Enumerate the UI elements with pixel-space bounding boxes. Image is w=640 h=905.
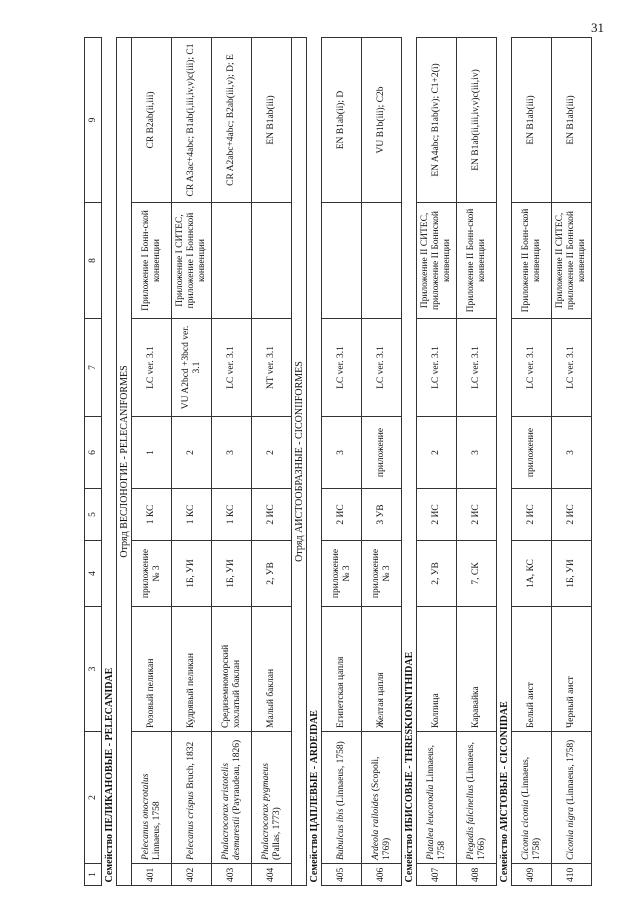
- iucn-status: LC ver. 3.1: [212, 319, 252, 417]
- column-header-3: 3: [85, 607, 102, 732]
- regional-status: CR A3ac+4abc; B1ab(i,iii,iv,v)c(iii); C1: [172, 38, 212, 203]
- conventions: Приложение II СИТЕС, приложение II Боннской конвенции: [417, 203, 457, 319]
- species-number: 404: [252, 864, 292, 886]
- regional-status: CR B2ab(ii,iii): [132, 38, 172, 203]
- table-row: [212, 38, 252, 886]
- family-row: [307, 38, 322, 886]
- col-4-status: 1Б, УИ: [552, 541, 592, 607]
- latin-name: Phalacrocorax pygmaeus (Pallas, 1773): [252, 732, 292, 864]
- regional-status: CR A2abc+4abc; B2ab(iii,v); D; E: [212, 38, 252, 203]
- russian-name: Колпица: [417, 607, 457, 732]
- rotated-table-container: [84, 38, 587, 886]
- russian-name: Кудрявый пеликан: [172, 607, 212, 732]
- family-heading: Семейство ПЕЛИКАНОВЫЕ - PELECANIDAE: [102, 38, 117, 886]
- col-4-status: приложение № 3: [322, 541, 362, 607]
- table-row: [417, 38, 457, 886]
- conventions: [212, 203, 252, 319]
- iucn-status: LC ver. 3.1: [362, 319, 402, 417]
- conventions: [322, 203, 362, 319]
- russian-name: Белый аист: [512, 607, 552, 732]
- iucn-status: LC ver. 3.1: [132, 319, 172, 417]
- col-5-category: 1 КС: [172, 489, 212, 541]
- col-4-status: приложение № 3: [132, 541, 172, 607]
- col-4-status: 2, УВ: [417, 541, 457, 607]
- table-row: [457, 38, 497, 886]
- species-number: 401: [132, 864, 172, 886]
- latin-name: Platalea leucorodia Linnaeus, 1758: [417, 732, 457, 864]
- column-header-2: 2: [85, 732, 102, 864]
- conventions: [252, 203, 292, 319]
- species-number: 407: [417, 864, 457, 886]
- order-heading: Отряд АИСТООБРАЗНЫЕ - CICONIIFORMES: [292, 38, 307, 886]
- col-6-category: 3: [212, 417, 252, 489]
- col-6-category: 2: [252, 417, 292, 489]
- iucn-status: LC ver. 3.1: [457, 319, 497, 417]
- latin-binomial: Pelecanus crispus: [186, 791, 196, 860]
- col-4-status: приложение № 3: [362, 541, 402, 607]
- species-number: 406: [362, 864, 402, 886]
- order-heading: Отряд ВЕСЛОНОГИЕ - PELECANIFORMES: [117, 38, 132, 886]
- col-5-category: 2 ИС: [252, 489, 292, 541]
- latin-name: Pelecanus onocrotalus Linnaeus, 1758: [132, 732, 172, 864]
- iucn-status: NT ver. 3.1: [252, 319, 292, 417]
- col-5-category: 2 ИС: [417, 489, 457, 541]
- conventions: Приложение II Бонн-ской конвенции: [512, 203, 552, 319]
- russian-name: Розовый пеликан: [132, 607, 172, 732]
- table-row: [132, 38, 172, 886]
- latin-binomial: Phalacrocorax pygmaeus: [260, 763, 271, 860]
- order-row: [117, 38, 132, 886]
- iucn-status: VU A2bcd +3bcd ver. 3.1: [172, 319, 212, 417]
- regional-status: EN B1ab(iii): [552, 38, 592, 203]
- latin-binomial: Ciconia ciconia: [520, 799, 531, 860]
- species-number: 410: [552, 864, 592, 886]
- latin-binomial: Ardeola ralloides: [370, 793, 381, 860]
- col-6-category: 3: [457, 417, 497, 489]
- family-row: [497, 38, 512, 886]
- latin-binomial: Platalea leucorodia: [425, 784, 436, 860]
- col-4-status: 1А, КС: [512, 541, 552, 607]
- regional-status: VU B1b(iii); C2b: [362, 38, 402, 203]
- col-5-category: 1 КС: [132, 489, 172, 541]
- species-number: 403: [212, 864, 252, 886]
- family-row: [102, 38, 117, 886]
- conventions: Приложение II Бонн-ской конвенции: [457, 203, 497, 319]
- latin-name: Ardeola ralloides (Scopoli, 1769): [362, 732, 402, 864]
- col-5-category: 2 ИС: [552, 489, 592, 541]
- col-4-status: 2, УВ: [252, 541, 292, 607]
- regional-status: EN B1ab(iii): [512, 38, 552, 203]
- latin-binomial: Bubulcus ibis: [336, 808, 346, 860]
- family-heading: Семейство ЦАПЛЕВЫЕ - ARDEIDAE: [307, 38, 322, 886]
- species-number: 405: [322, 864, 362, 886]
- col-5-category: 2 ИС: [512, 489, 552, 541]
- column-header-4: 4: [85, 541, 102, 607]
- col-6-category: 1: [132, 417, 172, 489]
- col-6-category: 2: [172, 417, 212, 489]
- latin-binomial: Ciconia nigra: [566, 806, 576, 860]
- table-row: [512, 38, 552, 886]
- col-5-category: 1 КС: [212, 489, 252, 541]
- species-number: 408: [457, 864, 497, 886]
- col-6-category: 3: [552, 417, 592, 489]
- latin-name: Ciconia nigra (Linnaeus, 1758): [552, 732, 592, 864]
- latin-binomial: Pelecanus onocrotalus: [140, 773, 151, 860]
- column-header-6: 6: [85, 417, 102, 489]
- order-row: [292, 38, 307, 886]
- column-header-5: 5: [85, 489, 102, 541]
- latin-binomial: Plegadis falcinellus: [465, 784, 476, 860]
- table-row: [172, 38, 212, 886]
- table-row: [552, 38, 592, 886]
- column-header-1: 1: [85, 864, 102, 886]
- russian-name: Желтая цапля: [362, 607, 402, 732]
- col-4-status: 1Б, УИ: [172, 541, 212, 607]
- regional-status: EN B1ab(ii,iii,iv,v)c(iii,iv): [457, 38, 497, 203]
- col-5-category: 2 ИС: [322, 489, 362, 541]
- column-header-8: 8: [85, 203, 102, 319]
- table-row: [362, 38, 402, 886]
- iucn-status: LC ver. 3.1: [552, 319, 592, 417]
- col-6-category: 3: [322, 417, 362, 489]
- conventions: Приложение I СИТЕС, приложение I Боннской конвенции: [172, 203, 212, 319]
- family-row: [402, 38, 417, 886]
- regional-status: EN B1ab(iii): [252, 38, 292, 203]
- table-row: [322, 38, 362, 886]
- latin-name: Plegadis falcinellus (Linnaeus, 1766): [457, 732, 497, 864]
- conventions: [362, 203, 402, 319]
- iucn-status: LC ver. 3.1: [417, 319, 457, 417]
- latin-name: Phalacrocorax aristotelis desmarestii (Payraudeau, 1826): [212, 732, 252, 864]
- table-body: [102, 38, 592, 886]
- family-heading: Семейство ИБИСОВЫЕ - THRESKIORNITHIDAE: [402, 38, 417, 886]
- species-number: 409: [512, 864, 552, 886]
- page-number: 31: [591, 20, 604, 35]
- species-table: [84, 37, 592, 886]
- latin-binomial: Phalacrocorax aristotelis desmarestii: [220, 762, 242, 860]
- latin-name: Ciconia ciconia (Linnaeus, 1758): [512, 732, 552, 864]
- column-header-9: 9: [85, 38, 102, 203]
- col-5-category: 2 ИС: [457, 489, 497, 541]
- russian-name: Каравайка: [457, 607, 497, 732]
- table-row: [252, 38, 292, 886]
- family-heading: Семейство АИСТОВЫЕ - CICONIIDAE: [497, 38, 512, 886]
- russian-name: Средиземноморский хохлатый баклан: [212, 607, 252, 732]
- iucn-status: LC ver. 3.1: [322, 319, 362, 417]
- col-5-category: 3 УВ: [362, 489, 402, 541]
- col-4-status: 1Б, УИ: [212, 541, 252, 607]
- russian-name: Малый баклан: [252, 607, 292, 732]
- header-row: [85, 38, 102, 886]
- species-number: 402: [172, 864, 212, 886]
- column-header-7: 7: [85, 319, 102, 417]
- latin-name: Bubulcus ibis (Linnaeus, 1758): [322, 732, 362, 864]
- russian-name: Черный аист: [552, 607, 592, 732]
- col-6-category: приложение: [362, 417, 402, 489]
- latin-name: Pelecanus crispus Bruch, 1832: [172, 732, 212, 864]
- regional-status: EN A4abc; B1ab(iv); C1+2(i): [417, 38, 457, 203]
- russian-name: Египетская цапля: [322, 607, 362, 732]
- iucn-status: LC ver. 3.1: [512, 319, 552, 417]
- regional-status: EN B1ab(ii); D: [322, 38, 362, 203]
- col-6-category: 2: [417, 417, 457, 489]
- conventions: Приложение I Бонн-ской конвенции: [132, 203, 172, 319]
- col-4-status: 7, СК: [457, 541, 497, 607]
- conventions: Приложение II СИТЕС, приложение II Боннской конвенции: [552, 203, 592, 319]
- col-6-category: приложение: [512, 417, 552, 489]
